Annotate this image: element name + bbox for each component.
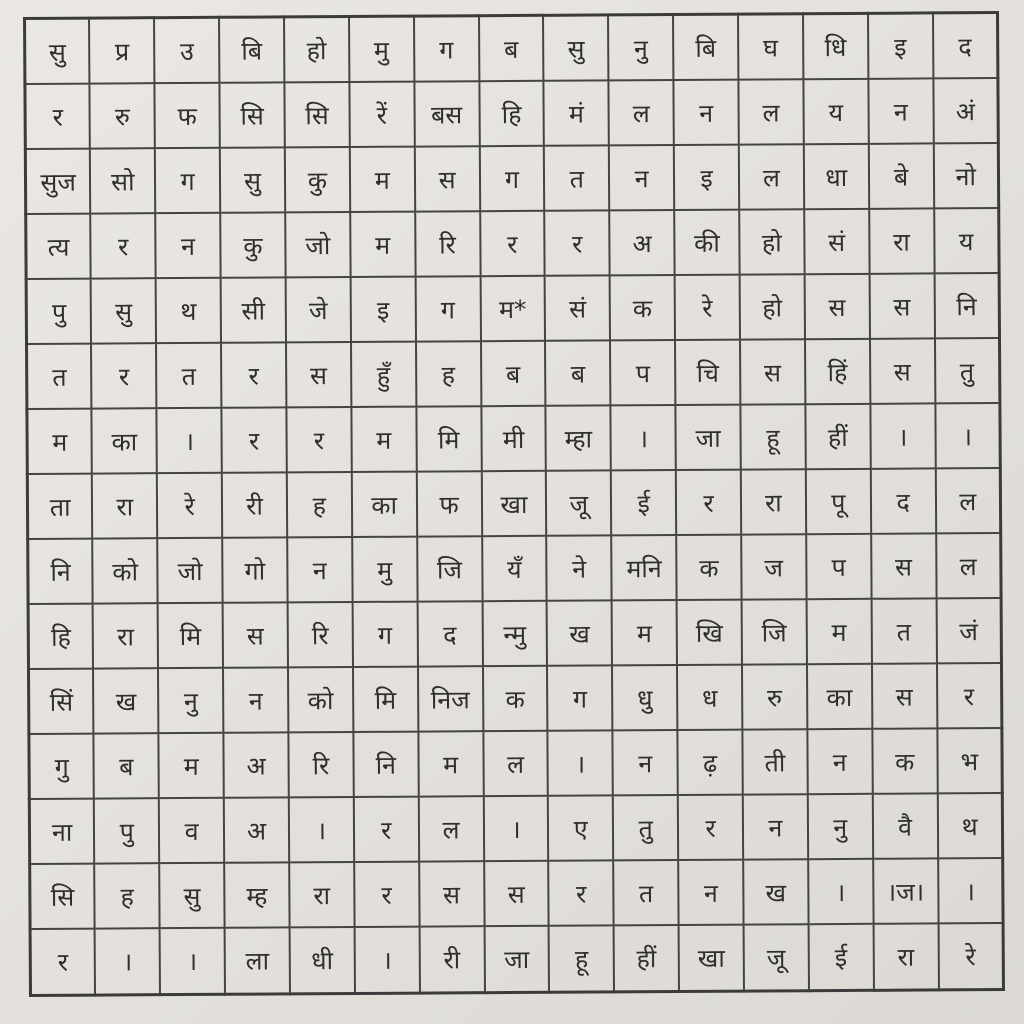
grid-cell: सि <box>30 864 95 929</box>
grid-cell: ल <box>936 533 1001 598</box>
grid-cell: हो <box>740 275 805 340</box>
grid-cell: रा <box>873 924 938 990</box>
grid-cell: त <box>544 146 609 211</box>
grid-cell: अ <box>609 210 674 275</box>
grid-cell: ग <box>415 277 480 342</box>
grid-cell: घ <box>738 14 803 80</box>
grid-cell: र <box>354 862 419 927</box>
grid-cell: रा <box>869 209 934 274</box>
grid-cell: फ <box>155 83 220 148</box>
grid-cell: न <box>807 729 872 794</box>
grid-cell: म* <box>480 276 545 341</box>
grid-cell: ग <box>479 146 544 211</box>
grid-cell: का <box>92 409 157 474</box>
grid-cell: ह <box>95 864 160 929</box>
grid-cell: नि <box>353 732 418 797</box>
grid-cell: र <box>545 211 610 276</box>
grid-cell: य <box>803 79 868 144</box>
grid-cell: र <box>221 343 286 408</box>
grid-cell: इ <box>868 13 933 79</box>
grid-cell: जि <box>742 600 807 665</box>
grid-cell: सु <box>91 279 156 344</box>
grid-cell: रें <box>349 82 414 147</box>
grid-cell: ह <box>287 472 352 537</box>
grid-cell: य <box>934 208 999 273</box>
grid-cell: हू <box>549 926 614 992</box>
grid-row <box>28 533 1001 604</box>
grid-cell: तु <box>935 338 1000 403</box>
grid-cell: खा <box>679 925 744 991</box>
grid-cell: ई <box>611 470 676 535</box>
grid-cell: जू <box>546 471 611 536</box>
grid-cell: ती <box>742 730 807 795</box>
grid-cell: गो <box>222 538 287 603</box>
grid-row <box>27 338 1000 409</box>
grid-cell: नि <box>934 273 999 338</box>
grid-row <box>25 78 998 149</box>
grid-cell: ज <box>741 535 806 600</box>
grid-cell: रि <box>415 212 480 277</box>
grid-cell: र <box>480 211 545 276</box>
grid-cell: स <box>871 534 936 599</box>
grid-cell: ग <box>414 16 479 82</box>
grid-cell: जं <box>936 598 1001 663</box>
grid-cell: । <box>808 859 873 924</box>
grid-row <box>28 598 1001 669</box>
grid-cell: नि <box>28 539 93 604</box>
grid-cell: रे <box>157 473 222 538</box>
grid-cell: स <box>286 342 351 407</box>
grid-cell: ग <box>155 148 220 213</box>
grid-cell: सिं <box>29 669 94 734</box>
grid-cell: को <box>93 539 158 604</box>
grid-cell: हि <box>28 604 93 669</box>
grid-cell: क <box>610 275 675 340</box>
grid-cell: ल <box>739 145 804 210</box>
grid-cell: नु <box>608 15 673 81</box>
grid-cell: हीं <box>805 404 870 469</box>
grid-cell: म <box>159 733 224 798</box>
grid-cell: हुँ <box>351 342 416 407</box>
grid-cell: हिं <box>805 339 870 404</box>
grid-cell: र <box>91 344 156 409</box>
grid-cell: ग <box>547 666 612 731</box>
grid-cell: । <box>289 797 354 862</box>
grid-cell: ग <box>352 602 417 667</box>
grid-cell: उ <box>154 17 219 83</box>
grid-cell: स <box>870 339 935 404</box>
grid-cell: र <box>937 663 1002 728</box>
grid-cell: ब <box>479 15 544 81</box>
grid-cell: न <box>155 213 220 278</box>
grid-cell: ल <box>418 797 483 862</box>
grid-cell: न <box>613 730 678 795</box>
grid-cell: चि <box>675 340 740 405</box>
grid-cell: क <box>676 535 741 600</box>
grid-cell: सि <box>284 82 349 147</box>
grid-cell: क <box>483 666 548 731</box>
grid-cell: हो <box>739 210 804 275</box>
grid-cell: स <box>414 147 479 212</box>
grid-cell: रि <box>288 732 353 797</box>
grid-cell: । <box>938 858 1003 923</box>
grid-cell: र <box>549 861 614 926</box>
grid-cell: रा <box>92 474 157 539</box>
grid-cell: । <box>548 731 613 796</box>
grid-cell: बस <box>414 82 479 147</box>
grid-cell: । <box>95 929 160 995</box>
grid-cell: त <box>27 344 92 409</box>
grid-cell: । <box>157 408 222 473</box>
grid-cell: सं <box>804 209 869 274</box>
grid-cell: हि <box>479 81 544 146</box>
grid-cell: सं <box>545 276 610 341</box>
grid-cell: सुज <box>25 149 90 214</box>
grid-cell: पु <box>94 799 159 864</box>
grid-cell: रे <box>938 923 1003 989</box>
grid-row <box>25 143 998 214</box>
puzzle-grid-wrapper <box>23 11 1005 997</box>
grid-cell: न्मु <box>482 601 547 666</box>
grid-cell: ल <box>738 80 803 145</box>
grid-cell: फ <box>416 472 481 537</box>
grid-cell: स <box>804 274 869 339</box>
grid-cell: ल <box>935 468 1000 533</box>
grid-cell: जे <box>286 277 351 342</box>
grid-cell: नो <box>933 143 998 208</box>
grid-cell: पु <box>26 279 91 344</box>
grid-cell: हू <box>740 405 805 470</box>
grid-cell: सु <box>25 18 90 84</box>
grid-cell: म <box>612 600 677 665</box>
grid-row <box>25 13 998 85</box>
grid-cell: ख <box>93 669 158 734</box>
grid-cell: जो <box>285 212 350 277</box>
grid-cell: ख <box>743 860 808 925</box>
grid-cell: सि <box>220 83 285 148</box>
grid-cell: रु <box>90 84 155 149</box>
grid-cell: थ <box>937 793 1002 858</box>
letter-grid <box>23 11 1005 997</box>
grid-cell: रु <box>742 665 807 730</box>
grid-cell: ब <box>545 341 610 406</box>
grid-cell: वै <box>872 794 937 859</box>
grid-cell: द <box>417 602 482 667</box>
letter-grid-body <box>25 13 1004 996</box>
grid-cell: ने <box>547 536 612 601</box>
grid-cell: खि <box>677 600 742 665</box>
grid-cell: रि <box>288 602 353 667</box>
grid-row <box>29 728 1002 799</box>
grid-cell: द <box>870 469 935 534</box>
grid-cell: हीं <box>614 925 679 991</box>
grid-cell: र <box>91 214 156 279</box>
grid-cell: म <box>806 599 871 664</box>
grid-cell: नु <box>158 668 223 733</box>
grid-cell: ना <box>29 799 94 864</box>
grid-cell: रा <box>289 862 354 927</box>
grid-cell: खा <box>481 471 546 536</box>
grid-cell: की <box>674 210 739 275</box>
grid-cell: ई <box>808 924 873 990</box>
grid-cell: रा <box>741 470 806 535</box>
grid-cell: रा <box>93 604 158 669</box>
grid-cell: । <box>354 927 419 993</box>
grid-cell: मु <box>352 537 417 602</box>
grid-cell: अ <box>223 733 288 798</box>
grid-cell: जा <box>484 926 549 992</box>
grid-cell: र <box>286 407 351 472</box>
grid-cell: मी <box>481 406 546 471</box>
grid-cell: ब <box>481 341 546 406</box>
grid-cell: म <box>351 407 416 472</box>
grid-row <box>27 403 1000 474</box>
grid-cell: र <box>354 797 419 862</box>
grid-cell: निज <box>418 667 483 732</box>
grid-cell: को <box>288 667 353 732</box>
grid-cell: बि <box>219 17 284 83</box>
grid-cell: स <box>869 274 934 339</box>
grid-cell: र <box>25 84 90 149</box>
grid-cell: हो <box>284 16 349 82</box>
grid-cell: तु <box>613 795 678 860</box>
grid-cell: । <box>870 404 935 469</box>
grid-cell: ला <box>225 928 290 994</box>
grid-cell: क <box>872 729 937 794</box>
grid-cell: धि <box>803 13 868 79</box>
grid-cell: अं <box>933 78 998 143</box>
grid-cell: जू <box>744 925 809 991</box>
grid-row <box>29 663 1002 734</box>
grid-cell: सु <box>159 863 224 928</box>
grid-cell: म्हा <box>546 406 611 471</box>
grid-cell: स <box>223 603 288 668</box>
grid-cell: ल <box>609 80 674 145</box>
grid-cell: इ <box>674 145 739 210</box>
grid-cell: न <box>743 795 808 860</box>
grid-cell: जा <box>675 405 740 470</box>
grid-cell: धी <box>290 927 355 993</box>
grid-cell: म <box>350 147 415 212</box>
grid-cell: बि <box>673 14 738 80</box>
grid-cell: म्ह <box>224 863 289 928</box>
grid-row <box>26 273 999 344</box>
grid-cell: अ <box>224 798 289 863</box>
grid-cell: मि <box>416 407 481 472</box>
grid-row <box>26 208 999 279</box>
grid-row <box>30 923 1003 995</box>
grid-cell: मं <box>544 81 609 146</box>
grid-cell: नु <box>808 794 873 859</box>
grid-cell: त्य <box>26 214 91 279</box>
grid-cell: इ <box>350 277 415 342</box>
grid-cell: मि <box>158 603 223 668</box>
grid-cell: ह <box>416 342 481 407</box>
grid-cell: मि <box>353 667 418 732</box>
grid-cell: धा <box>804 144 869 209</box>
grid-cell: भ <box>937 728 1002 793</box>
grid-cell: गु <box>29 734 94 799</box>
grid-cell: । <box>483 796 548 861</box>
grid-cell: ख <box>547 601 612 666</box>
grid-cell: । <box>935 403 1000 468</box>
grid-cell: न <box>287 537 352 602</box>
grid-cell: द <box>933 13 998 79</box>
grid-cell: मनि <box>611 535 676 600</box>
grid-cell: का <box>352 472 417 537</box>
grid-row <box>27 468 1000 539</box>
grid-cell: ध <box>677 665 742 730</box>
grid-cell: म <box>27 409 92 474</box>
grid-cell: बे <box>868 144 933 209</box>
grid-cell: सी <box>221 278 286 343</box>
grid-cell: जि <box>417 537 482 602</box>
grid-cell: म <box>418 732 483 797</box>
grid-cell: त <box>613 860 678 925</box>
grid-cell: न <box>609 145 674 210</box>
grid-cell: र <box>221 408 286 473</box>
grid-cell: स <box>484 861 549 926</box>
grid-cell: रे <box>675 275 740 340</box>
grid-cell: सु <box>220 148 285 213</box>
grid-cell: न <box>223 668 288 733</box>
grid-cell: री <box>419 927 484 993</box>
grid-cell: री <box>222 473 287 538</box>
grid-cell: न <box>674 80 739 145</box>
grid-cell: प्र <box>89 18 154 84</box>
grid-cell: यँ <box>482 536 547 601</box>
grid-cell: प <box>610 340 675 405</box>
grid-cell: र <box>676 470 741 535</box>
grid-cell: ढ़ <box>677 730 742 795</box>
grid-cell: कु <box>220 213 285 278</box>
grid-cell: न <box>868 79 933 144</box>
grid-cell: न <box>678 860 743 925</box>
grid-cell: प <box>806 534 871 599</box>
grid-cell: र <box>678 795 743 860</box>
grid-cell: । <box>611 405 676 470</box>
grid-cell: धु <box>612 665 677 730</box>
grid-cell: म <box>350 212 415 277</box>
grid-cell: सु <box>543 15 608 81</box>
grid-cell: स <box>419 862 484 927</box>
grid-cell: जो <box>157 538 222 603</box>
grid-cell: ल <box>483 731 548 796</box>
grid-cell: त <box>156 343 221 408</box>
grid-cell: र <box>30 929 95 995</box>
grid-cell: ए <box>548 796 613 861</box>
grid-cell: स <box>872 664 937 729</box>
grid-row <box>29 793 1002 864</box>
grid-cell: त <box>871 599 936 664</box>
grid-cell: कु <box>285 147 350 212</box>
grid-cell: । <box>160 928 225 994</box>
grid-cell: पू <box>806 469 871 534</box>
grid-cell: सो <box>90 149 155 214</box>
grid-cell: व <box>159 798 224 863</box>
grid-cell: मु <box>349 16 414 82</box>
grid-cell: का <box>807 664 872 729</box>
grid-cell: थ <box>156 278 221 343</box>
grid-cell: स <box>740 340 805 405</box>
grid-cell: ।ज। <box>873 859 938 924</box>
grid-cell: ब <box>94 734 159 799</box>
grid-cell: ता <box>27 474 92 539</box>
grid-row <box>30 858 1003 929</box>
